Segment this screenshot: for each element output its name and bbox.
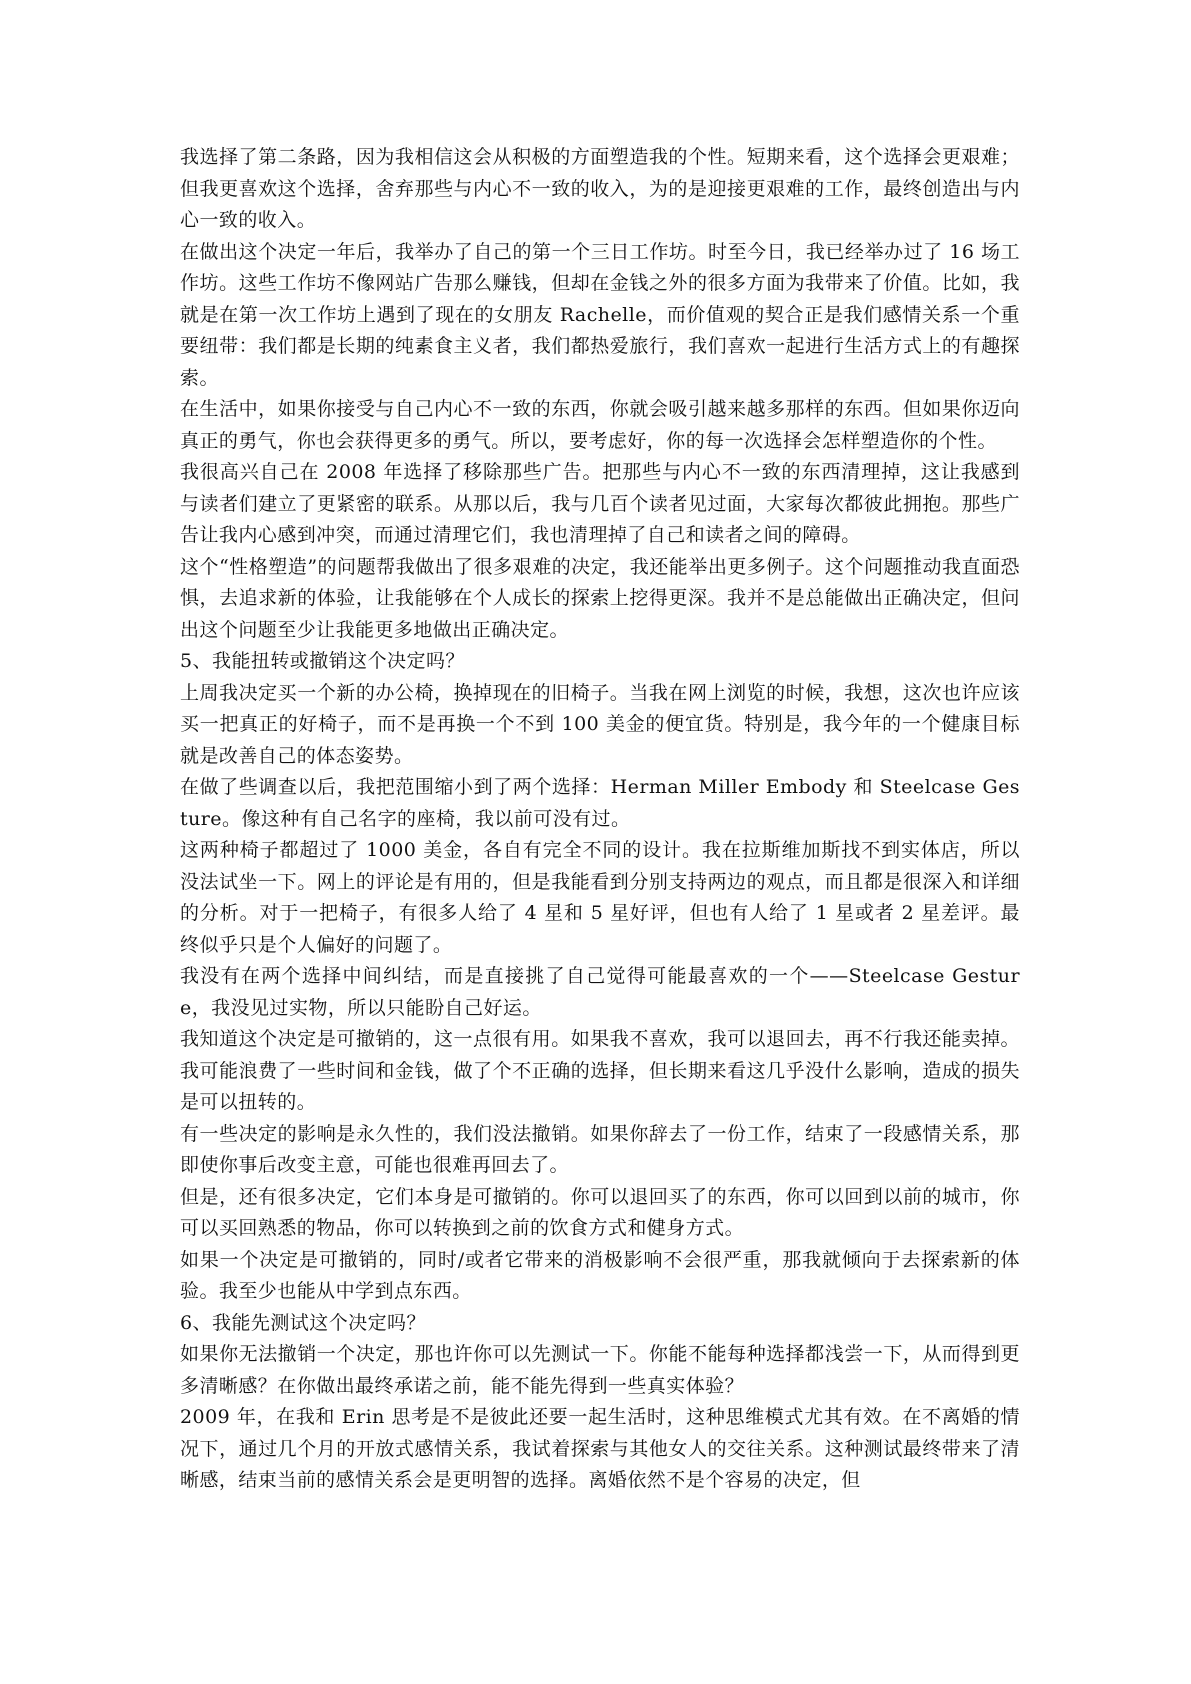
paragraph: 在做了些调查以后，我把范围缩小到了两个选择：Herman Miller Embody 和 Steelcase Gesture。像这种有自己名字的座椅，我以前可没有过。 <box>180 776 1020 830</box>
paragraph: 我很高兴自己在 2008 年选择了移除那些广告。把那些与内心不一致的东西清理掉，这让我感到与读者们建立了更紧密的联系。从那以后，我与几百个读者见过面，大家每次都彼此拥抱。那些广告让我内心感到冲突，而通过清理它们，我也清理掉了自己和读者之间的障碍。 <box>180 461 1020 546</box>
section-heading: 5、我能扭转或撤销这个决定吗？ <box>180 650 465 672</box>
paragraph: 上周我决定买一个新的办公椅，换掉现在的旧椅子。当我在网上浏览的时候，我想，这次也许应该买一把真正的好椅子，而不是再换一个不到 100 美金的便宜货。特别是，我今年的一个健康目标就是改善自己的体态姿势。 <box>180 681 1020 767</box>
paragraph: 在生活中，如果你接受与自己内心不一致的东西，你就会吸引越来越多那样的东西。但如果你迈向真正的勇气，你也会获得更多的勇气。所以，要考虑好，你的每一次选择会怎样塑造你的个性。 <box>180 398 1020 452</box>
section-heading: 6、我能先测试这个决定吗？ <box>180 1311 426 1334</box>
paragraph: 这两种椅子都超过了 1000 美金，各自有完全不同的设计。我在拉斯维加斯找不到实体店，所以没法试坐一下。网上的评论是有用的，但是我能看到分别支持两边的观点，而且都是很深入和详细的分析。对于一把椅子，有很多人给了 4 星和 5 星好评，但也有人给了 1 星或者 2 星差评。最终似乎只是个人偏好的问题了。 <box>180 839 1020 956</box>
paragraph: 我没有在两个选择中间纠结，而是直接挑了自己觉得可能最喜欢的一个——Steelcase Gesture，我没见过实物，所以只能盼自己好运。 <box>180 965 1020 1019</box>
document-body <box>180 142 1020 1497</box>
paragraph: 如果你无法撤销一个决定，那也许你可以先测试一下。你能不能每种选择都浅尝一下，从而得到更多清晰感？在你做出最终承诺之前，能不能先得到一些真实体验？ <box>180 1343 1020 1397</box>
paragraph: 2009 年，在我和 Erin 思考是不是彼此还要一起生活时，这种思维模式尤其有效。在不离婚的情况下，通过几个月的开放式感情关系，我试着探索与其他女人的交往关系。这种测试最终带来了清晰感，结束当前的感情关系会是更明智的选择。离婚依然不是个容易的决定，但 <box>180 1406 1020 1491</box>
paragraph: 这个“性格塑造”的问题帮我做出了很多艰难的决定，我还能举出更多例子。这个问题推动我直面恐惧，去追求新的体验，让我能够在个人成长的探索上挖得更深。我并不是总能做出正确决定，但问出这个问题至少让我能更多地做出正确决定。 <box>180 555 1020 641</box>
paragraph: 我选择了第二条路，因为我相信这会从积极的方面塑造我的个性。短期来看，这个选择会更艰难；但我更喜欢这个选择，舍弃那些与内心不一致的收入，为的是迎接更艰难的工作，最终创造出与内心一致的收入。 <box>180 146 1020 231</box>
paragraph: 有一些决定的影响是永久性的，我们没法撤销。如果你辞去了一份工作，结束了一段感情关系，那即使你事后改变主意，可能也很难再回去了。 <box>180 1122 1020 1176</box>
paragraph: 但是，还有很多决定，它们本身是可撤销的。你可以退回买了的东西，你可以回到以前的城市，你可以买回熟悉的物品，你可以转换到之前的饮食方式和健身方式。 <box>180 1185 1020 1239</box>
paragraph: 我知道这个决定是可撤销的，这一点很有用。如果我不喜欢，我可以退回去，再不行我还能卖掉。我可能浪费了一些时间和金钱，做了个不正确的选择，但长期来看这几乎没什么影响，造成的损失是可以扭转的。 <box>180 1028 1020 1113</box>
paragraph: 在做出这个决定一年后，我举办了自己的第一个三日工作坊。时至今日，我已经举办过了 16 场工作坊。这些工作坊不像网站广告那么赚钱，但却在金钱之外的很多方面为我带来了价值。比如，我就是在第一次工作坊上遇到了现在的女朋友 Rachelle，而价值观的契合正是我们感情关系一个重要纽带：我们都是长期的纯素食主义者，我们都热爱旅行，我们喜欢一起进行生活方式上的有趣探索。 <box>180 240 1020 389</box>
paragraph: 如果一个决定是可撤销的，同时/或者它带来的消极影响不会很严重，那我就倾向于去探索新的体验。我至少也能从中学到点东西。 <box>180 1248 1020 1302</box>
